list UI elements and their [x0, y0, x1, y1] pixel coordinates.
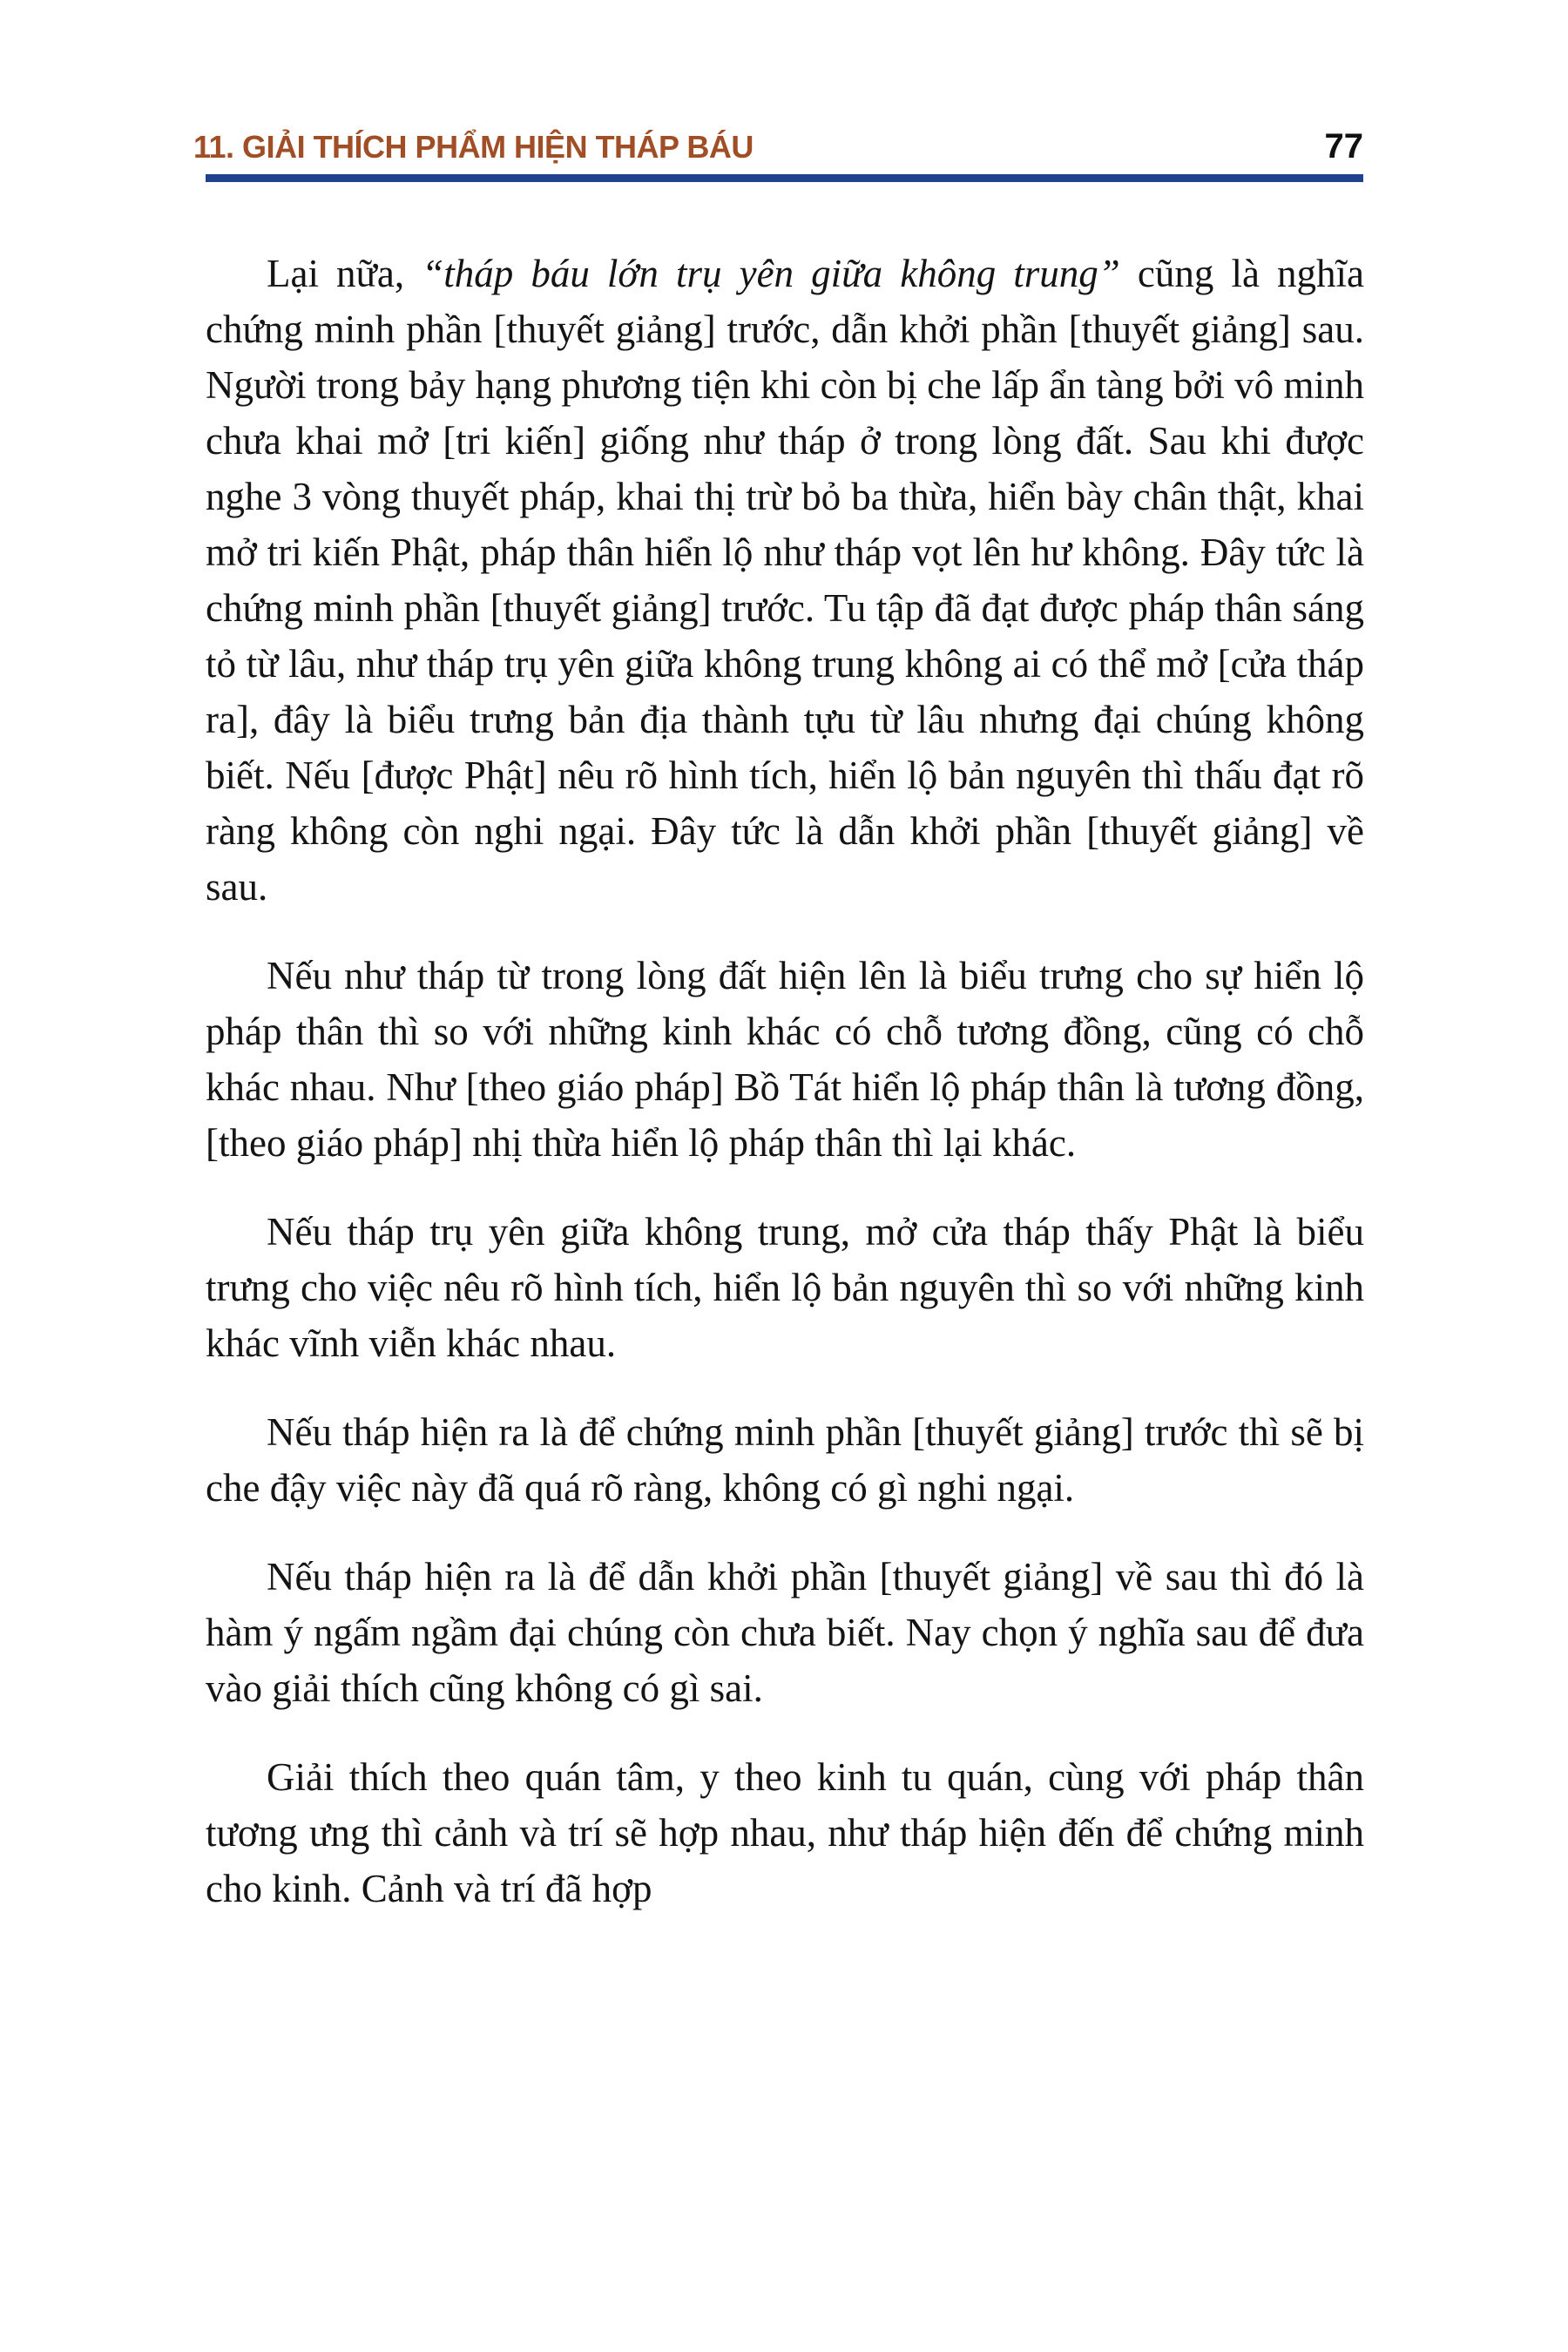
paragraph-text: Nếu tháp hiện ra là để dẫn khởi phần [thuyết giảng] về sau thì đó là hàm ý ngấm ngầm đại chúng còn chưa biết. Nay chọn ý nghĩa sau để đưa vào giải thích cũng không có gì sai.: [206, 1555, 1364, 1710]
header-rule-divider: [206, 174, 1363, 182]
paragraph-text: Giải thích theo quán tâm, y theo kinh tu quán, cùng với pháp thân tương ưng thì cảnh và trí sẽ hợp nhau, như tháp hiện đến để chứng minh cho kinh. Cảnh và trí đã hợp: [206, 1755, 1364, 1910]
paragraph: [206, 1204, 1364, 1371]
paragraph-text: Nếu như tháp từ trong lòng đất hiện lên là biểu trưng cho sự hiển lộ pháp thân thì so với những kinh khác có chỗ tương đồng, cũng có chỗ khác nhau. Như [theo giáo pháp] Bồ Tát hiển lộ pháp thân là tương đồng, [theo giáo pháp] nhị thừa hiển lộ pháp thân thì lại khác.: [206, 954, 1364, 1165]
paragraph: [206, 1404, 1364, 1516]
paragraph-text: cũng là nghĩa chứng minh phần [thuyết giảng] trước, dẫn khởi phần [thuyết giảng] sau. Người trong bảy hạng phương tiện khi còn bị che lấp ẩn tàng bởi vô minh chưa khai mở [tri kiến] giống như tháp ở trong lòng đất. Sau khi được nghe 3 vòng thuyết pháp, khai thị trừ bỏ ba thừa, hiển bày chân thật, khai mở tri kiến Phật, pháp thân hiển lộ như tháp vọt lên hư không. Đây tức là chứng minh phần [thuyết giảng] trước. Tu tập đã đạt được pháp thân sáng tỏ từ lâu, như tháp trụ yên giữa không trung không ai có thể mở [cửa tháp ra], đây là biểu trưng bản địa thành tựu từ lâu nhưng đại chúng không biết. Nếu [được Phật] nêu rõ hình tích, hiển lộ bản nguyên thì thấu đạt rõ ràng không còn nghi ngại. Đây tức là dẫn khởi phần [thuyết giảng] về sau.: [206, 252, 1364, 909]
paragraph-text: Nếu tháp hiện ra là để chứng minh phần [thuyết giảng] trước thì sẽ bị che đậy việc này đã quá rõ ràng, không có gì nghi ngại.: [206, 1410, 1364, 1510]
paragraph: [206, 948, 1364, 1171]
paragraph-text: Lại nữa,: [267, 252, 422, 295]
paragraph: [206, 1749, 1364, 1916]
chapter-title: 11. GIẢI THÍCH PHẨM HIỆN THÁP BÁU: [193, 129, 754, 165]
paragraph-text: Nếu tháp trụ yên giữa không trung, mở cửa tháp thấy Phật là biểu trưng cho việc nêu rõ hình tích, hiển lộ bản nguyên thì so với những kinh khác vĩnh viễn khác nhau.: [206, 1210, 1364, 1365]
paragraph: [206, 246, 1364, 915]
scripture-quote-italic: “tháp báu lớn trụ yên giữa không trung”: [422, 252, 1120, 295]
paragraph: [206, 1549, 1364, 1716]
page-number: 77: [1324, 127, 1363, 166]
page-body-text: [206, 246, 1364, 1916]
running-header: [193, 129, 1363, 165]
